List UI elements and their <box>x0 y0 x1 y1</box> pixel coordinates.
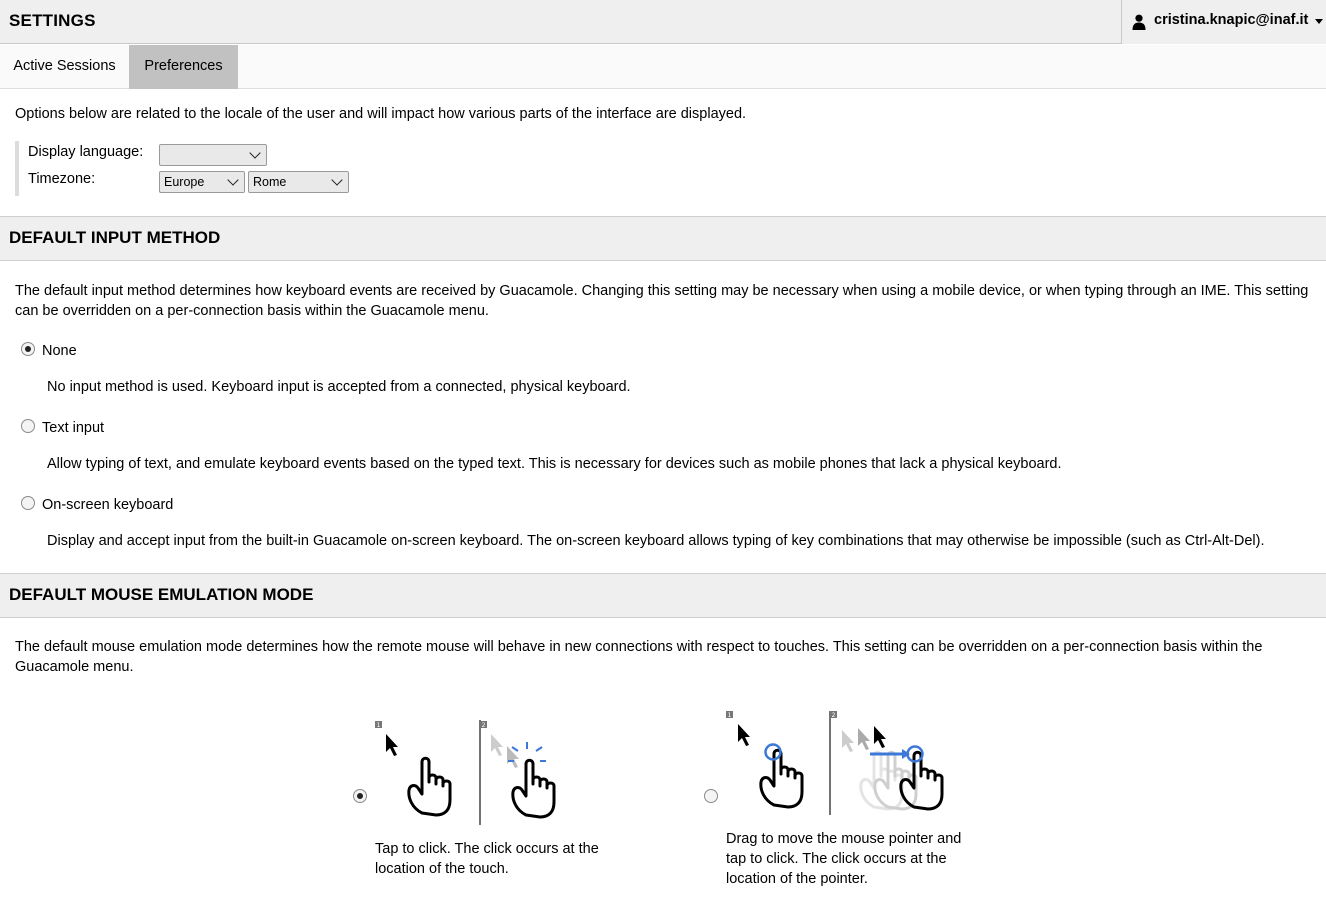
step-label: 2 <box>481 722 486 729</box>
timezone-label: Timezone: <box>28 171 96 187</box>
tab-active-sessions[interactable]: Active Sessions <box>13 58 116 74</box>
step-label: 1 <box>376 722 381 729</box>
preferences-border <box>15 141 19 196</box>
touchscreen-caption: Tap to click. The click occurs at the location of the touch. <box>375 841 599 877</box>
step-label: 1 <box>727 712 732 719</box>
locale-intro: Options below are related to the locale of the user and will impact how various parts of the interface are displayed. <box>15 106 747 122</box>
mouse-pointer-icon <box>724 708 954 820</box>
section-title: DEFAULT INPUT METHOD <box>9 228 221 247</box>
radio-mouse-touchscreen[interactable] <box>353 789 367 803</box>
input-osk-description: Display and accept input from the built-in Guacamole on-screen keyboard. The on-screen keyboard allows typing of key combinations that may otherwise be impossible (such as Ctrl-Alt-Del). <box>47 533 1265 549</box>
section-input-method <box>0 216 1326 261</box>
settings-tabs <box>0 45 1326 89</box>
input-method-description: The default input method determines how keyboard events are received by Guacamole. Changing this setting may be necessary when using a mobile device, or when typing through an IME. This setting can be overridden on a per-connection basis within the Guacamole menu. <box>15 283 1309 319</box>
display-language-label: Display language: <box>28 144 144 160</box>
radio-input-none[interactable] <box>21 342 35 356</box>
step-label: 2 <box>831 712 836 719</box>
input-none-label[interactable]: None <box>42 343 77 359</box>
mouse-mode-description: The default mouse emulation mode determines how the remote mouse will behave in new connections with respect to touches. This setting can be overridden on a per-connection basis within the Guacamole menu. <box>15 639 1263 675</box>
radio-input-osk[interactable] <box>21 496 35 510</box>
touchpad-caption: Drag to move the mouse pointer and tap to click. The click occurs at the location of the pointer. <box>726 831 962 887</box>
radio-mouse-touchpad[interactable] <box>704 789 718 803</box>
timezone-region-select[interactable] <box>159 171 245 193</box>
input-none-description: No input method is used. Keyboard input is accepted from a connected, physical keyboard. <box>47 379 631 395</box>
display-language-select[interactable] <box>159 144 267 166</box>
input-text-label[interactable]: Text input <box>42 420 105 436</box>
user-menu[interactable] <box>1121 0 1326 44</box>
radio-input-text[interactable] <box>21 419 35 433</box>
section-title: DEFAULT MOUSE EMULATION MODE <box>9 585 314 604</box>
chevron-down-icon[interactable] <box>1315 19 1323 24</box>
user-name[interactable]: cristina.knapic@inaf.it <box>1154 12 1309 28</box>
timezone-city-select[interactable] <box>248 171 349 193</box>
user-icon <box>1132 14 1146 30</box>
hand-touch-icon <box>372 718 568 828</box>
section-mouse-mode <box>0 573 1326 618</box>
page-title: SETTINGS <box>9 11 96 30</box>
input-osk-label[interactable]: On-screen keyboard <box>42 497 174 513</box>
tab-preferences[interactable]: Preferences <box>129 45 238 89</box>
input-text-description: Allow typing of text, and emulate keyboard events based on the typed text. This is necessary for devices such as mobile phones that lack a physical keyboard. <box>47 456 1062 472</box>
app-header <box>0 0 1326 44</box>
